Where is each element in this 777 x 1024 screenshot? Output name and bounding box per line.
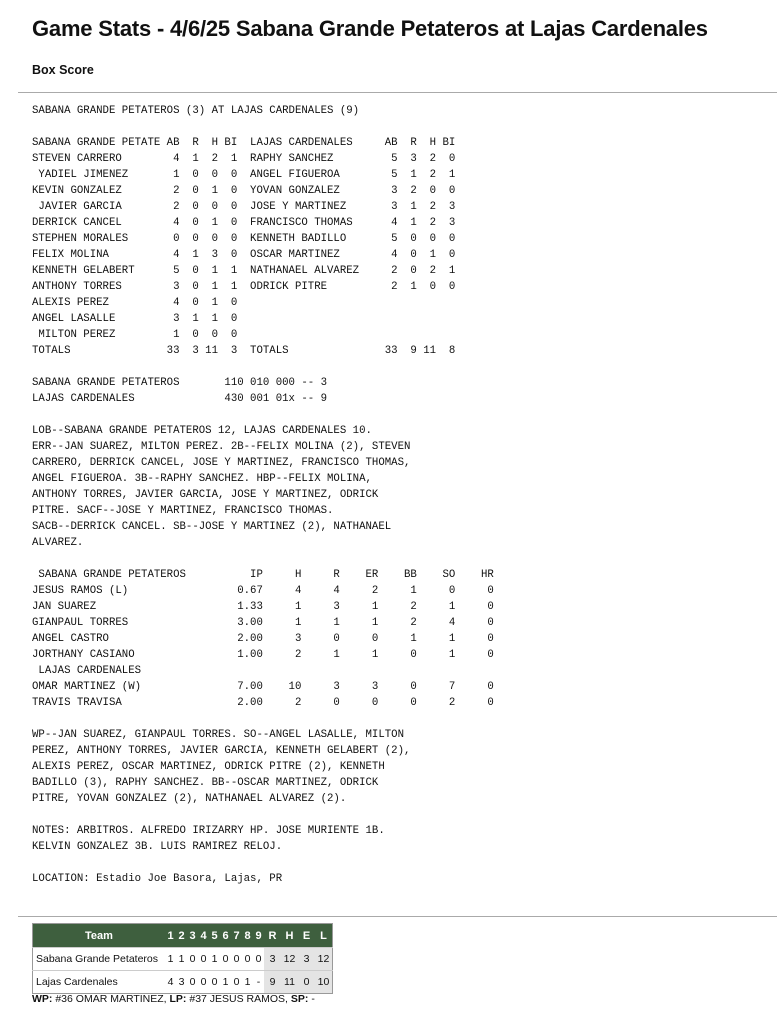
hits-total: 11 — [281, 971, 298, 994]
inning-score: 4 — [165, 971, 176, 994]
header-team: Team — [33, 924, 166, 948]
header-inning-7: 7 — [231, 924, 242, 948]
header-inning-1: 1 — [165, 924, 176, 948]
lp-value: #37 JESUS RAMOS, — [186, 993, 291, 1005]
errors-total: 3 — [298, 948, 315, 971]
inning-score: 1 — [209, 948, 220, 971]
team-name: Lajas Cardenales — [33, 971, 166, 994]
header-inning-9: 9 — [253, 924, 264, 948]
header-lob: L — [315, 924, 333, 948]
header-inning-6: 6 — [220, 924, 231, 948]
table-row — [33, 948, 333, 971]
divider — [18, 92, 777, 93]
header-runs: R — [264, 924, 281, 948]
inning-score: 0 — [253, 948, 264, 971]
inning-score: 0 — [198, 971, 209, 994]
sp-value: - — [308, 993, 315, 1005]
pitchers-of-record — [32, 993, 315, 1005]
inning-score: 0 — [231, 971, 242, 994]
inning-score: 0 — [187, 948, 198, 971]
team-name: Sabana Grande Petateros — [33, 948, 166, 971]
inning-score: - — [253, 971, 264, 994]
divider — [18, 916, 777, 917]
header-inning-2: 2 — [176, 924, 187, 948]
sp-label: SP: — [290, 993, 309, 1005]
inning-score: 3 — [176, 971, 187, 994]
inning-score: 1 — [165, 948, 176, 971]
page-title: Game Stats - 4/6/25 Sabana Grande Petateros at Lajas Cardenales — [32, 16, 708, 41]
lob-total: 10 — [315, 971, 333, 994]
inning-score: 1 — [220, 971, 231, 994]
errors-total: 0 — [298, 971, 315, 994]
lp-label: LP: — [169, 993, 187, 1005]
header-inning-8: 8 — [242, 924, 253, 948]
inning-score: 0 — [198, 948, 209, 971]
inning-score: 0 — [231, 948, 242, 971]
linescore-table — [32, 923, 333, 994]
table-row — [33, 971, 333, 994]
inning-score: 0 — [187, 971, 198, 994]
header-inning-5: 5 — [209, 924, 220, 948]
inning-score: 1 — [176, 948, 187, 971]
inning-score: 0 — [209, 971, 220, 994]
linescore-header-row — [33, 924, 333, 948]
hits-total: 12 — [281, 948, 298, 971]
box-score-heading: Box Score — [32, 63, 94, 77]
header-inning-3: 3 — [187, 924, 198, 948]
box-score-text: SABANA GRANDE PETATEROS (3) AT LAJAS CARDENALES (9) SABANA GRANDE PETATE AB R H BI LAJAS CARDENALES AB R H BI STEVEN CARRERO 4 1 2 1 RAPHY SANCHEZ 5 3 2 0 YADIEL JIMENEZ 1 0 0 0 ANGEL FIGUEROA 5 1 2 1 KEVIN GONZALEZ 2 0 1 0 YOVAN GONZALEZ 3 2 0 0 JAVIER GARCIA 2 0 0 0 JOSE Y MARTINEZ 3 1 2 3 DERRICK CANCEL 4 0 1 0 FRANCISCO THOMAS 4 1 2 3 STEPHEN MORALES 0 0 0 0 KENNETH BADILLO 5 0 0 0 FELIX MOLINA 4 1 3 0 OSCAR MARTINEZ 4 0 1 0 KENNETH GELABERT 5 0 1 1 NATHANAEL ALVAREZ 2 0 2 1 ANTHONY TORRES 3 0 1 1 ODRICK PITRE 2 1 0 0 ALEXIS PEREZ 4 0 1 0 ANGEL LASALLE 3 1 1 0 MILTON PEREZ 1 0 0 0 TOTALS 33 3 11 3 TOTALS 33 9 11 8 SABANA GRANDE PETATEROS 110 010 000 -- 3 LAJAS CARDENALES 430 001 01x -- 9 LOB--SABANA GRANDE PETATEROS 12, LAJAS CARDENALES 10. ERR--JAN SUAREZ, MILTON PEREZ. 2B--FELIX MOLINA (2), STEVEN CARRERO, DERRICK CANCEL, JOSE Y MARTINEZ, FRANCISCO THOMAS, ANGEL FIGUEROA. 3B--RAPHY SANCHEZ. HBP--FELIX MOLINA, ANTHONY TORRES, JAVIER GARCIA, JOSE Y MARTINEZ, ODRICK PITRE. SACF--JOSE Y MARTINEZ, FRANCISCO THOMAS. SACB--DERRICK CANCEL. SB--JOSE Y MARTINEZ (2), NATHANAEL ALVAREZ. SABANA GRANDE PETATEROS IP H R ER BB SO HR JESUS RAMOS (L) 0.67 4 4 2 1 0 0 JAN SUAREZ 1.33 1 3 1 2 1 0 GIANPAUL TORRES 3.00 1 1 1 2 4 0 ANGEL CASTRO 2.00 3 0 0 1 1 0 JORTHANY CASIANO 1.00 2 1 1 0 1 0 LAJAS CARDENALES OMAR MARTINEZ (W) 7.00 10 3 3 0 7 0 TRAVIS TRAVISA 2.00 2 0 0 0 2 0 WP--JAN SUAREZ, GIANPAUL TORRES. SO--ANGEL LASALLE, MILTON PEREZ, ANTHONY TORRES, JAVIER GARCIA, KENNETH GELABERT (2), ALEXIS PEREZ, OSCAR MARTINEZ, ODRICK PITRE (2), KENNETH BADILLO (3), RAPHY SANCHEZ. BB--OSCAR MARTINEZ, ODRICK PITRE, YOVAN GONZALEZ (2), NATHANAEL ALVAREZ (2). NOTES: ARBITROS. ALFREDO IRIZARRY HP. JOSE MURIENTE 1B. KELVIN GONZALEZ 3B. LUIS RAMIREZ RELOJ. LOCATION: Estadio Joe Basora, Lajas, PR — [32, 105, 494, 885]
runs-total: 3 — [264, 948, 281, 971]
header-errors: E — [298, 924, 315, 948]
wp-label: WP: — [32, 993, 53, 1005]
inning-score: 1 — [242, 971, 253, 994]
runs-total: 9 — [264, 971, 281, 994]
inning-score: 0 — [242, 948, 253, 971]
lob-total: 12 — [315, 948, 333, 971]
inning-score: 0 — [220, 948, 231, 971]
header-inning-4: 4 — [198, 924, 209, 948]
header-hits: H — [281, 924, 298, 948]
wp-value: #36 OMAR MARTINEZ, — [52, 993, 170, 1005]
